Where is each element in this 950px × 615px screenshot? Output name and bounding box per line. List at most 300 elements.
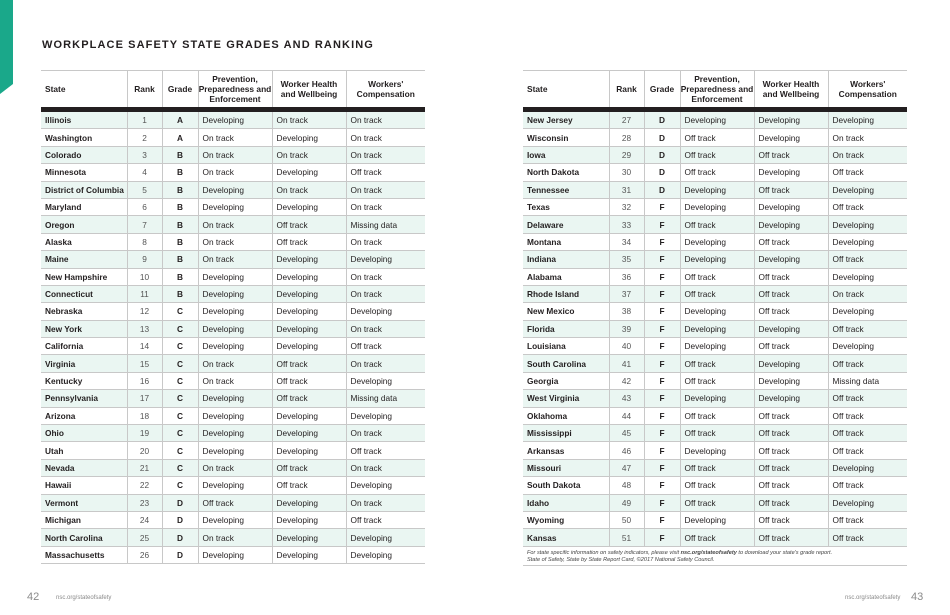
cell-health: Developing: [754, 198, 828, 215]
cell-grade: B: [162, 146, 198, 163]
cell-grade: F: [644, 529, 680, 546]
table-row: [523, 355, 907, 372]
cell-state: Pennsylvania: [41, 390, 127, 407]
cell-grade: C: [162, 355, 198, 372]
cell-prevention: On track: [198, 233, 272, 250]
cell-health: Off track: [272, 216, 346, 233]
cell-grade: D: [162, 529, 198, 546]
page-title: WORKPLACE SAFETY STATE GRADES AND RANKING: [42, 39, 374, 51]
cell-prevention: Developing: [680, 251, 754, 268]
cell-compensation: Developing: [828, 338, 907, 355]
cell-rank: 8: [127, 233, 162, 250]
cell-compensation: On track: [346, 198, 425, 215]
cell-state: Delaware: [523, 216, 609, 233]
cell-prevention: Off track: [680, 146, 754, 163]
cell-health: Developing: [754, 372, 828, 389]
table-row: [41, 477, 425, 494]
cell-health: Off track: [272, 459, 346, 476]
cell-grade: F: [644, 511, 680, 528]
header-grade: Grade: [162, 71, 198, 107]
cell-grade: C: [162, 390, 198, 407]
table-row: [523, 181, 907, 198]
cell-grade: D: [644, 164, 680, 181]
header-prevention: Prevention, Preparedness and Enforcement: [680, 71, 754, 107]
cell-grade: C: [162, 338, 198, 355]
cell-state: Minnesota: [41, 164, 127, 181]
cell-rank: 30: [609, 164, 644, 181]
cell-prevention: On track: [198, 355, 272, 372]
cell-state: Massachusetts: [41, 546, 127, 563]
cell-grade: B: [162, 251, 198, 268]
cell-compensation: Off track: [346, 511, 425, 528]
cell-prevention: Developing: [198, 546, 272, 563]
cell-grade: D: [644, 129, 680, 146]
cell-state: Tennessee: [523, 181, 609, 198]
table-row: [523, 303, 907, 320]
table-row: [41, 146, 425, 163]
cell-rank: 38: [609, 303, 644, 320]
cell-compensation: On track: [828, 146, 907, 163]
cell-state: New York: [41, 320, 127, 337]
cell-rank: 51: [609, 529, 644, 546]
table-row: [523, 285, 907, 302]
cell-health: Off track: [272, 390, 346, 407]
cell-health: Off track: [754, 529, 828, 546]
cell-state: Utah: [41, 442, 127, 459]
cell-prevention: Off track: [680, 407, 754, 424]
cell-rank: 26: [127, 546, 162, 563]
table-row: [41, 546, 425, 563]
footnote-link[interactable]: nsc.org/stateofsafety: [680, 550, 737, 556]
cell-compensation: Developing: [346, 477, 425, 494]
cell-grade: D: [162, 546, 198, 563]
cell-compensation: Off track: [828, 477, 907, 494]
cell-prevention: Developing: [198, 511, 272, 528]
cell-health: Off track: [754, 181, 828, 198]
cell-grade: F: [644, 407, 680, 424]
cell-compensation: Developing: [828, 268, 907, 285]
cell-rank: 29: [609, 146, 644, 163]
cell-health: Developing: [272, 251, 346, 268]
cell-health: Developing: [272, 425, 346, 442]
cell-state: North Dakota: [523, 164, 609, 181]
cell-prevention: Developing: [198, 181, 272, 198]
cell-grade: A: [162, 129, 198, 146]
cell-state: Kansas: [523, 529, 609, 546]
table-row: [41, 529, 425, 546]
cell-health: Developing: [272, 285, 346, 302]
cell-state: Ohio: [41, 425, 127, 442]
cell-grade: F: [644, 338, 680, 355]
table-row: [523, 198, 907, 215]
cell-compensation: Developing: [828, 303, 907, 320]
cell-grade: C: [162, 303, 198, 320]
cell-prevention: Off track: [680, 268, 754, 285]
cell-prevention: Developing: [680, 181, 754, 198]
cell-prevention: Developing: [198, 425, 272, 442]
cell-grade: F: [644, 494, 680, 511]
cell-grade: B: [162, 268, 198, 285]
cell-compensation: On track: [346, 233, 425, 250]
cell-state: Maryland: [41, 198, 127, 215]
cell-compensation: On track: [346, 285, 425, 302]
cell-prevention: Off track: [680, 477, 754, 494]
cell-health: Developing: [754, 355, 828, 372]
cell-grade: F: [644, 320, 680, 337]
cell-health: Off track: [272, 355, 346, 372]
header-health: Worker Health and Wellbeing: [754, 71, 828, 107]
table-row: [41, 494, 425, 511]
cell-rank: 25: [127, 529, 162, 546]
cell-state: Oklahoma: [523, 407, 609, 424]
cell-prevention: Off track: [680, 529, 754, 546]
cell-compensation: On track: [346, 355, 425, 372]
cell-state: Connecticut: [41, 285, 127, 302]
cell-rank: 6: [127, 198, 162, 215]
cell-health: Developing: [754, 216, 828, 233]
cell-grade: D: [644, 112, 680, 129]
table-row: [523, 112, 907, 129]
footnote-rule: [523, 565, 907, 566]
cell-prevention: Developing: [680, 390, 754, 407]
cell-state: Alabama: [523, 268, 609, 285]
table-row: [523, 216, 907, 233]
cell-state: Alaska: [41, 233, 127, 250]
cell-rank: 31: [609, 181, 644, 198]
cell-state: South Dakota: [523, 477, 609, 494]
cell-compensation: Off track: [346, 164, 425, 181]
cell-rank: 13: [127, 320, 162, 337]
cell-rank: 10: [127, 268, 162, 285]
cell-compensation: Missing data: [828, 372, 907, 389]
cell-compensation: On track: [346, 425, 425, 442]
cell-health: Developing: [272, 303, 346, 320]
cell-grade: C: [162, 372, 198, 389]
cell-compensation: Developing: [346, 529, 425, 546]
cell-state: Arizona: [41, 407, 127, 424]
cell-rank: 37: [609, 285, 644, 302]
table-row: [41, 285, 425, 302]
cell-prevention: Developing: [198, 477, 272, 494]
cell-compensation: On track: [346, 181, 425, 198]
cell-prevention: Off track: [680, 129, 754, 146]
cell-rank: 35: [609, 251, 644, 268]
cell-rank: 23: [127, 494, 162, 511]
cell-rank: 16: [127, 372, 162, 389]
cell-health: Developing: [272, 407, 346, 424]
cell-health: Developing: [272, 529, 346, 546]
cell-grade: F: [644, 442, 680, 459]
cell-prevention: Off track: [680, 425, 754, 442]
table-row: [523, 529, 907, 546]
cell-compensation: On track: [346, 129, 425, 146]
cell-health: Developing: [754, 251, 828, 268]
cell-rank: 21: [127, 459, 162, 476]
cell-compensation: Missing data: [346, 390, 425, 407]
cell-rank: 45: [609, 425, 644, 442]
cell-health: Developing: [272, 320, 346, 337]
cell-health: Off track: [754, 459, 828, 476]
cell-prevention: Developing: [198, 112, 272, 129]
cell-state: Texas: [523, 198, 609, 215]
table-row: [41, 338, 425, 355]
cell-rank: 2: [127, 129, 162, 146]
footnote-line-2: State of Safety, State by State Report Card, ©2017 National Safety Council.: [527, 557, 715, 564]
cell-state: District of Columbia: [41, 181, 127, 198]
cell-compensation: On track: [346, 146, 425, 163]
cell-health: Developing: [272, 338, 346, 355]
cell-compensation: On track: [346, 494, 425, 511]
cell-grade: B: [162, 164, 198, 181]
cell-rank: 42: [609, 372, 644, 389]
cell-grade: F: [644, 390, 680, 407]
cell-health: Developing: [754, 390, 828, 407]
cell-rank: 4: [127, 164, 162, 181]
table-row: [523, 425, 907, 442]
cell-compensation: On track: [346, 459, 425, 476]
cell-rank: 20: [127, 442, 162, 459]
footer-url-left[interactable]: nsc.org/stateofsafety: [56, 595, 112, 601]
cell-compensation: On track: [828, 285, 907, 302]
header-compensation: Workers' Compensation: [828, 71, 907, 107]
cell-grade: C: [162, 425, 198, 442]
table-row: [523, 338, 907, 355]
table-row: [523, 146, 907, 163]
table-row: [41, 216, 425, 233]
cell-grade: B: [162, 233, 198, 250]
cell-rank: 14: [127, 338, 162, 355]
table-row: [523, 511, 907, 528]
table-row: [41, 268, 425, 285]
cell-compensation: Developing: [828, 459, 907, 476]
cell-health: Off track: [754, 233, 828, 250]
cell-state: New Jersey: [523, 112, 609, 129]
header-compensation: Workers' Compensation: [346, 71, 425, 107]
cell-state: Wyoming: [523, 511, 609, 528]
cell-rank: 46: [609, 442, 644, 459]
table-row: [41, 407, 425, 424]
cell-rank: 47: [609, 459, 644, 476]
cell-grade: F: [644, 477, 680, 494]
cell-grade: F: [644, 216, 680, 233]
grades-table-right: [523, 70, 907, 547]
cell-health: Off track: [754, 338, 828, 355]
cell-prevention: Developing: [198, 198, 272, 215]
table-row: [523, 459, 907, 476]
cell-state: California: [41, 338, 127, 355]
cell-rank: 50: [609, 511, 644, 528]
cell-health: Off track: [754, 407, 828, 424]
table-row: [523, 233, 907, 250]
table-row: [41, 320, 425, 337]
cell-rank: 34: [609, 233, 644, 250]
cell-state: Maine: [41, 251, 127, 268]
cell-health: On track: [272, 112, 346, 129]
cell-compensation: Off track: [346, 442, 425, 459]
cell-prevention: On track: [198, 372, 272, 389]
table-row: [523, 320, 907, 337]
cell-rank: 27: [609, 112, 644, 129]
cell-health: Developing: [754, 164, 828, 181]
cell-grade: B: [162, 216, 198, 233]
cell-rank: 28: [609, 129, 644, 146]
cell-rank: 24: [127, 511, 162, 528]
cell-compensation: Developing: [828, 181, 907, 198]
cell-state: Michigan: [41, 511, 127, 528]
cell-state: Montana: [523, 233, 609, 250]
cell-health: Off track: [754, 285, 828, 302]
cell-health: Off track: [272, 233, 346, 250]
table-row: [41, 303, 425, 320]
table-row: [41, 372, 425, 389]
cell-rank: 15: [127, 355, 162, 372]
table-row: [41, 164, 425, 181]
cell-prevention: Developing: [198, 320, 272, 337]
cell-state: Hawaii: [41, 477, 127, 494]
cell-prevention: On track: [198, 146, 272, 163]
cell-prevention: Developing: [680, 233, 754, 250]
cell-state: West Virginia: [523, 390, 609, 407]
cell-prevention: Developing: [198, 303, 272, 320]
cell-prevention: Developing: [680, 338, 754, 355]
table-row: [41, 112, 425, 129]
cell-state: Oregon: [41, 216, 127, 233]
cell-health: Developing: [272, 164, 346, 181]
cell-prevention: On track: [198, 529, 272, 546]
cell-grade: F: [644, 355, 680, 372]
cell-prevention: Developing: [680, 112, 754, 129]
table-row: [41, 459, 425, 476]
header-grade: Grade: [644, 71, 680, 107]
cell-health: Developing: [272, 511, 346, 528]
cell-grade: C: [162, 442, 198, 459]
cell-health: On track: [272, 181, 346, 198]
table-row: [523, 477, 907, 494]
cell-prevention: Off track: [680, 216, 754, 233]
table-row: [523, 494, 907, 511]
cell-health: Off track: [754, 303, 828, 320]
cell-rank: 11: [127, 285, 162, 302]
cell-compensation: Off track: [828, 407, 907, 424]
cell-rank: 43: [609, 390, 644, 407]
cell-compensation: On track: [346, 112, 425, 129]
cell-prevention: Off track: [680, 285, 754, 302]
cell-grade: B: [162, 285, 198, 302]
cell-rank: 22: [127, 477, 162, 494]
cell-prevention: Developing: [680, 442, 754, 459]
cell-health: Developing: [272, 129, 346, 146]
cell-grade: F: [644, 425, 680, 442]
cell-grade: B: [162, 181, 198, 198]
cell-state: Georgia: [523, 372, 609, 389]
cell-grade: F: [644, 459, 680, 476]
cell-grade: D: [162, 494, 198, 511]
cell-health: Off track: [272, 372, 346, 389]
cell-health: Developing: [272, 546, 346, 563]
cell-health: Developing: [754, 129, 828, 146]
cell-compensation: Off track: [828, 390, 907, 407]
cell-prevention: Off track: [680, 459, 754, 476]
table-row: [523, 390, 907, 407]
cell-state: Rhode Island: [523, 285, 609, 302]
cell-compensation: Off track: [828, 511, 907, 528]
table-row: [523, 251, 907, 268]
cell-grade: B: [162, 198, 198, 215]
footnote-text: For state specific information on safety indicators, please visit: [527, 550, 681, 556]
cell-prevention: Off track: [680, 494, 754, 511]
cell-state: Wisconsin: [523, 129, 609, 146]
cell-health: Off track: [754, 511, 828, 528]
cell-prevention: Developing: [680, 198, 754, 215]
header-state: State: [41, 71, 127, 107]
cell-rank: 48: [609, 477, 644, 494]
table-row: [41, 198, 425, 215]
cell-compensation: Developing: [346, 372, 425, 389]
table-row: [41, 355, 425, 372]
table-row: [41, 129, 425, 146]
cell-prevention: Developing: [198, 285, 272, 302]
page-number-left: 42: [27, 591, 40, 603]
table-row: [41, 251, 425, 268]
cell-grade: F: [644, 285, 680, 302]
cell-prevention: On track: [198, 129, 272, 146]
cell-state: Missouri: [523, 459, 609, 476]
cell-prevention: Developing: [198, 268, 272, 285]
cell-compensation: Off track: [828, 355, 907, 372]
cell-grade: F: [644, 198, 680, 215]
cell-state: Iowa: [523, 146, 609, 163]
table-row: [523, 442, 907, 459]
cell-compensation: Off track: [346, 338, 425, 355]
cell-health: Off track: [754, 477, 828, 494]
cell-state: New Hampshire: [41, 268, 127, 285]
cell-compensation: Off track: [828, 198, 907, 215]
cell-grade: C: [162, 477, 198, 494]
cell-rank: 1: [127, 112, 162, 129]
cell-grade: F: [644, 372, 680, 389]
cell-health: On track: [272, 146, 346, 163]
cell-state: Virginia: [41, 355, 127, 372]
cell-prevention: Developing: [198, 407, 272, 424]
table-row: [523, 164, 907, 181]
cell-prevention: Developing: [198, 390, 272, 407]
cell-health: Off track: [272, 477, 346, 494]
table-row: [523, 372, 907, 389]
cell-compensation: Developing: [828, 494, 907, 511]
accent-tab: [0, 0, 13, 84]
cell-state: Indiana: [523, 251, 609, 268]
cell-health: Developing: [272, 494, 346, 511]
cell-health: Developing: [754, 112, 828, 129]
cell-grade: F: [644, 233, 680, 250]
cell-compensation: Developing: [346, 407, 425, 424]
cell-prevention: On track: [198, 164, 272, 181]
header-prevention: Prevention, Preparedness and Enforcement: [198, 71, 272, 107]
footer-url-right[interactable]: nsc.org/stateofsafety: [845, 595, 901, 601]
cell-rank: 40: [609, 338, 644, 355]
cell-compensation: Developing: [346, 546, 425, 563]
cell-health: Off track: [754, 494, 828, 511]
cell-grade: C: [162, 407, 198, 424]
cell-compensation: Off track: [828, 442, 907, 459]
cell-health: Developing: [754, 320, 828, 337]
footnote-text-end: to download your state's grade report.: [736, 550, 833, 556]
cell-prevention: On track: [198, 459, 272, 476]
cell-prevention: Developing: [680, 320, 754, 337]
table-row: [41, 181, 425, 198]
cell-grade: A: [162, 112, 198, 129]
cell-grade: D: [644, 146, 680, 163]
